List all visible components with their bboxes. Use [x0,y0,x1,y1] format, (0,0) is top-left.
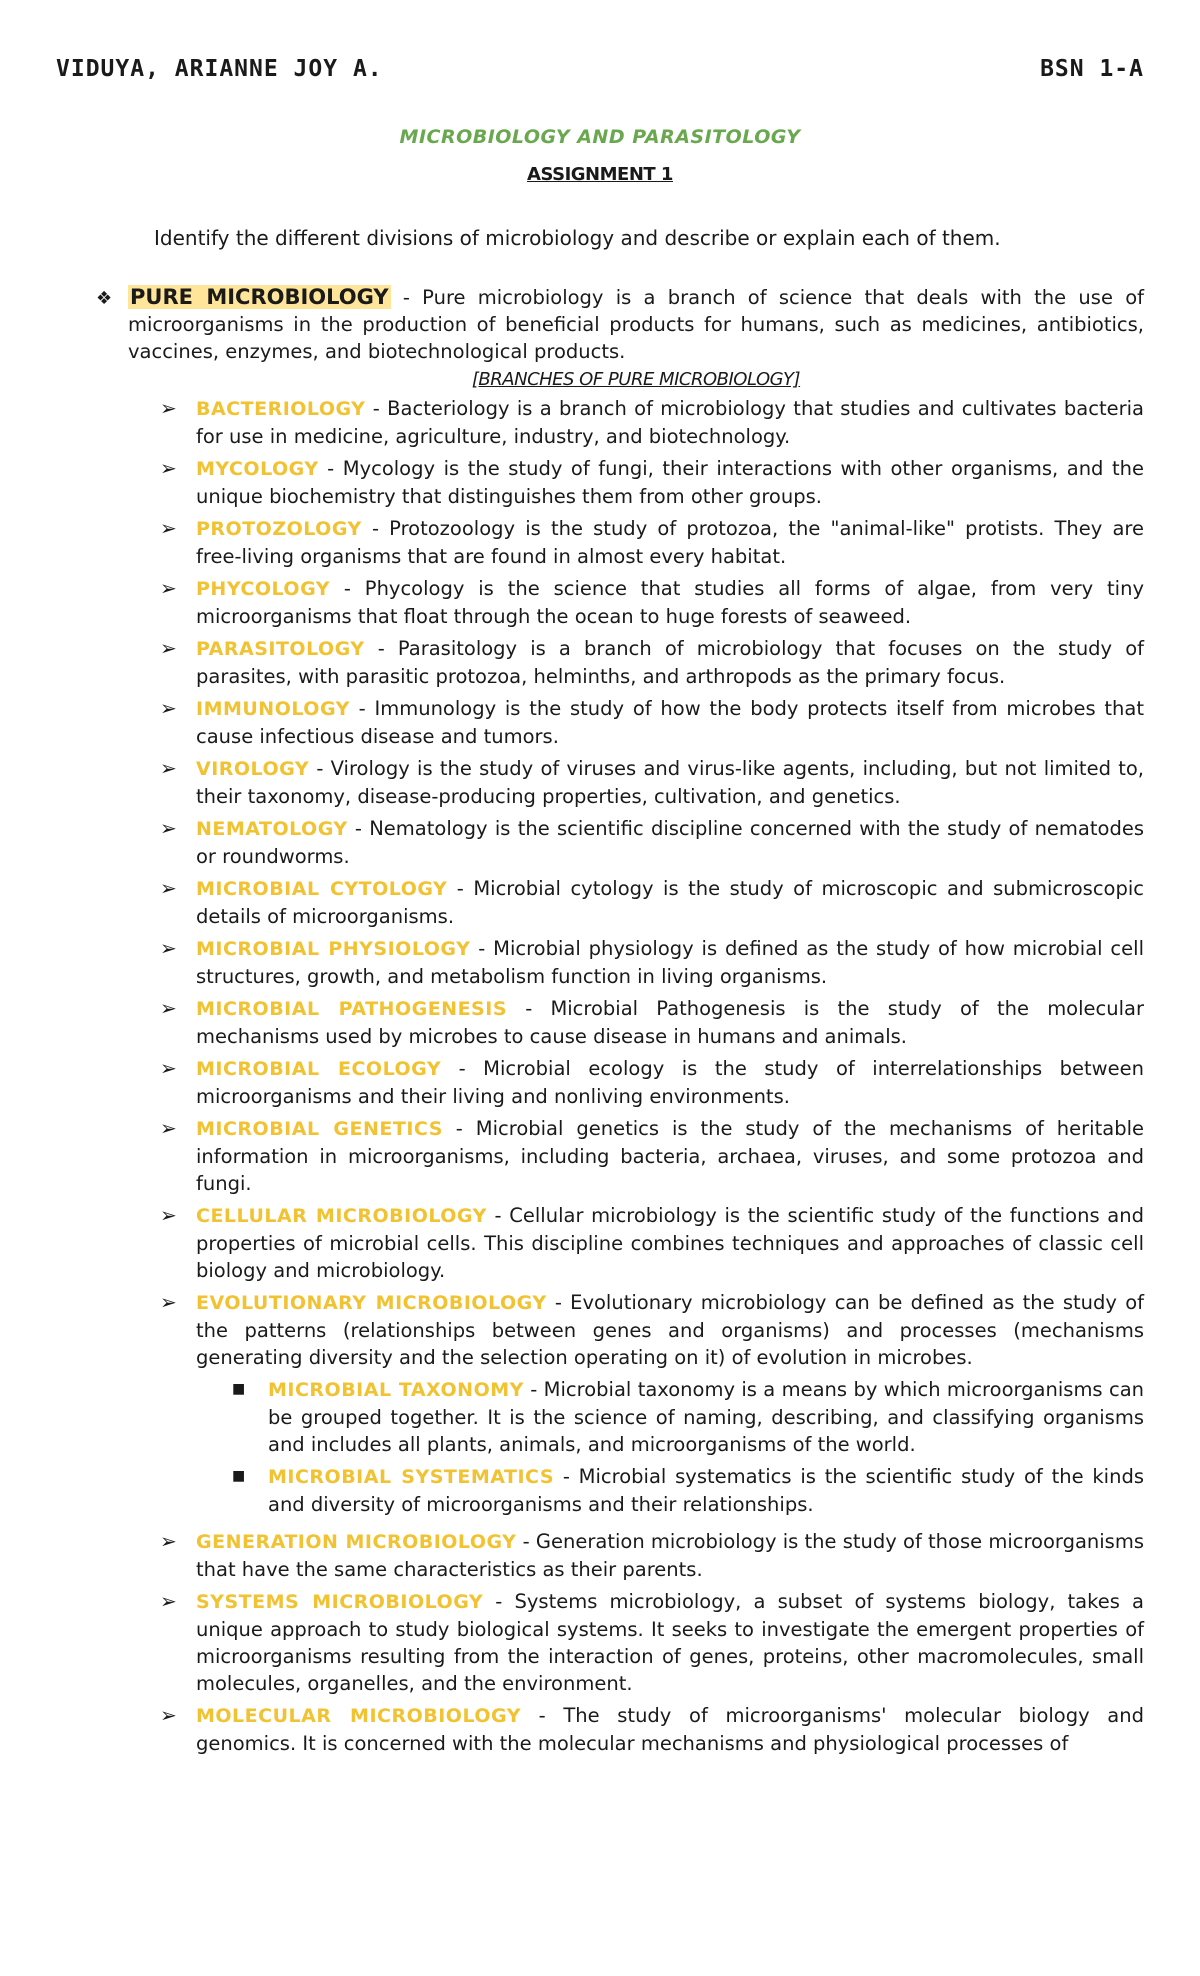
list-item [160,1702,1144,1757]
list-item [160,935,1144,990]
list-item [160,575,1144,630]
list-item [160,455,1144,510]
branch-desc: - Microbial genetics is the study of the mechanisms of heritable information in microorganisms, including bacteria, archaea, viruses, and some protozoa and fungi. [196,1117,1144,1195]
document-header [56,56,1144,82]
branch-desc: - Evolutionary microbiology can be defined as the study of the patterns (relationships between genes and organisms) and processes (mechanisms generating diversity and the selection operating on it) of evolution in microbes. [196,1291,1144,1369]
branch-desc: - The study of microorganisms' molecular biology and genomics. It is concerned with the molecular mechanisms and physiological processes of [196,1704,1144,1755]
arrow-bullet-icon: ➢ [160,456,177,480]
arrow-bullet-icon: ➢ [160,816,177,840]
document-body [96,284,1144,1762]
pure-microbiology-label: PURE MICROBIOLOGY [130,285,389,309]
arrow-bullet-icon: ➢ [160,636,177,660]
arrow-bullet-icon: ➢ [160,1589,177,1613]
branch-desc: - Mycology is the study of fungi, their interactions with other organisms, and the unique biochemistry that distinguishes them from other groups. [196,457,1144,508]
list-item [160,695,1144,750]
branch-term: PARASITOLOGY [196,638,365,660]
branch-term: PROTOZOLOGY [196,518,362,540]
arrow-bullet-icon: ➢ [160,1290,177,1314]
branch-term: MICROBIAL PATHOGENESIS [196,998,507,1020]
arrow-bullet-icon: ➢ [160,1703,177,1727]
branch-term: MICROBIAL PHYSIOLOGY [196,938,471,960]
branch-desc: - Immunology is the study of how the body protects itself from microbes that cause infectious disease and tumors. [196,697,1144,748]
arrow-bullet-icon: ➢ [160,696,177,720]
assignment-prompt: Identify the different divisions of microbiology and describe or explain each of them. [154,226,1001,250]
list-item [160,1588,1144,1697]
list-item [160,995,1144,1050]
branch-term: VIROLOGY [196,758,310,780]
branch-term: CELLULAR MICROBIOLOGY [196,1205,487,1227]
arrow-bullet-icon: ➢ [160,1116,177,1140]
list-item [232,1463,1144,1518]
sub-branches-list [196,1376,1144,1518]
diamond-bullet-icon: ❖ [96,288,113,309]
arrow-bullet-icon: ➢ [160,936,177,960]
branch-desc: - Microbial cytology is the study of microscopic and submicroscopic details of microorganisms. [196,877,1144,928]
branch-term: MYCOLOGY [196,458,319,480]
arrow-bullet-icon: ➢ [160,1203,177,1227]
list-item [160,1115,1144,1197]
arrow-bullet-icon: ➢ [160,576,177,600]
square-bullet-icon: ■ [232,1468,246,1484]
branch-desc: - Generation microbiology is the study of those microorganisms that have the same characteristics as their parents. [196,1530,1144,1581]
arrow-bullet-icon: ➢ [160,876,177,900]
branch-desc: - Bacteriology is a branch of microbiology that studies and cultivates bacteria for use in medicine, agriculture, industry, and biotechnology. [196,397,1144,448]
branch-term: MICROBIAL CYTOLOGY [196,878,448,900]
branch-desc: - Virology is the study of viruses and virus-like agents, including, but not limited to, their taxonomy, disease-producing properties, cultivation, and genetics. [196,757,1144,808]
branch-desc: - Microbial systematics is the scientific study of the kinds and diversity of microorganisms and their relationships. [268,1465,1144,1516]
branches-heading: [BRANCHES OF PURE MICROBIOLOGY] [471,369,801,390]
branch-term: MICROBIAL SYSTEMATICS [268,1466,555,1488]
pure-microbiology-entry [96,284,1144,365]
branch-desc: - Microbial physiology is defined as the study of how microbial cell structures, growth, and metabolism function in living organisms. [196,937,1144,988]
arrow-bullet-icon: ➢ [160,1056,177,1080]
list-item [160,815,1144,870]
branch-term: GENERATION MICROBIOLOGY [196,1531,517,1553]
list-item [160,1055,1144,1110]
branch-term: SYSTEMS MICROBIOLOGY [196,1591,484,1613]
branch-desc: - Microbial taxonomy is a means by which microorganisms can be grouped together. It is the science of naming, describing, and classifying organisms and includes all plants, animals, and microorganisms of the world. [268,1378,1144,1456]
branches-list [96,395,1144,1757]
branch-term: MICROBIAL GENETICS [196,1118,443,1140]
arrow-bullet-icon: ➢ [160,1529,177,1553]
student-name: VIDUYA, ARIANNE JOY A. [56,56,383,82]
branch-desc: - Nematology is the scientific discipline concerned with the study of nematodes or roundworms. [196,817,1144,868]
student-section: BSN 1-A [1040,56,1144,82]
branch-desc: - Cellular microbiology is the scientific study of the functions and properties of microbial cells. This discipline combines techniques and approaches of classic cell biology and microbiology. [196,1204,1144,1282]
list-item [160,1202,1144,1284]
branch-term: BACTERIOLOGY [196,398,366,420]
branch-term: MOLECULAR MICROBIOLOGY [196,1705,521,1727]
branch-term: MICROBIAL TAXONOMY [268,1379,524,1401]
branch-term: EVOLUTIONARY MICROBIOLOGY [196,1292,547,1314]
branch-desc: - Systems microbiology, a subset of systems biology, takes a unique approach to study biological systems. It seeks to investigate the emergent properties of microorganisms resulting from the interaction of genes, proteins, other macromolecules, small molecules, organelles, and the environment. [196,1590,1144,1695]
list-item [160,875,1144,930]
pure-microbiology-text: - Pure microbiology is a branch of science that deals with the use of microorganisms in the production of beneficial products for humans, such as medicines, antibiotics, vaccines, enzymes, and biotechnological products. [128,286,1144,363]
arrow-bullet-icon: ➢ [160,396,177,420]
branch-desc: - Microbial ecology is the study of interrelationships between microorganisms and their living and nonliving environments. [196,1057,1144,1108]
list-item [160,635,1144,690]
document-title: MICROBIOLOGY AND PARASITOLOGY [399,126,801,148]
branch-term: IMMUNOLOGY [196,698,350,720]
branch-desc: - Microbial Pathogenesis is the study of the molecular mechanisms used by microbes to cause disease in humans and animals. [196,997,1144,1048]
branch-desc: - Protozoology is the study of protozoa, the "animal-like" protists. They are free-living organisms that are found in almost every habitat. [196,517,1144,568]
arrow-bullet-icon: ➢ [160,756,177,780]
arrow-bullet-icon: ➢ [160,516,177,540]
branch-term: NEMATOLOGY [196,818,348,840]
assignment-subtitle: ASSIGNMENT 1 [527,164,673,185]
square-bullet-icon: ■ [232,1381,246,1397]
list-item [160,395,1144,450]
branch-term: MICROBIAL ECOLOGY [196,1058,442,1080]
list-item [160,1289,1144,1523]
branch-desc: - Parasitology is a branch of microbiology that focuses on the study of parasites, with parasitic protozoa, helminths, and arthropods as the primary focus. [196,637,1144,688]
branch-desc: - Phycology is the science that studies all forms of algae, from very tiny microorganisms that float through the ocean to huge forests of seaweed. [196,577,1144,628]
arrow-bullet-icon: ➢ [160,996,177,1020]
branch-term: PHYCOLOGY [196,578,331,600]
list-item [232,1376,1144,1458]
list-item [160,1528,1144,1583]
list-item [160,515,1144,570]
list-item [160,755,1144,810]
